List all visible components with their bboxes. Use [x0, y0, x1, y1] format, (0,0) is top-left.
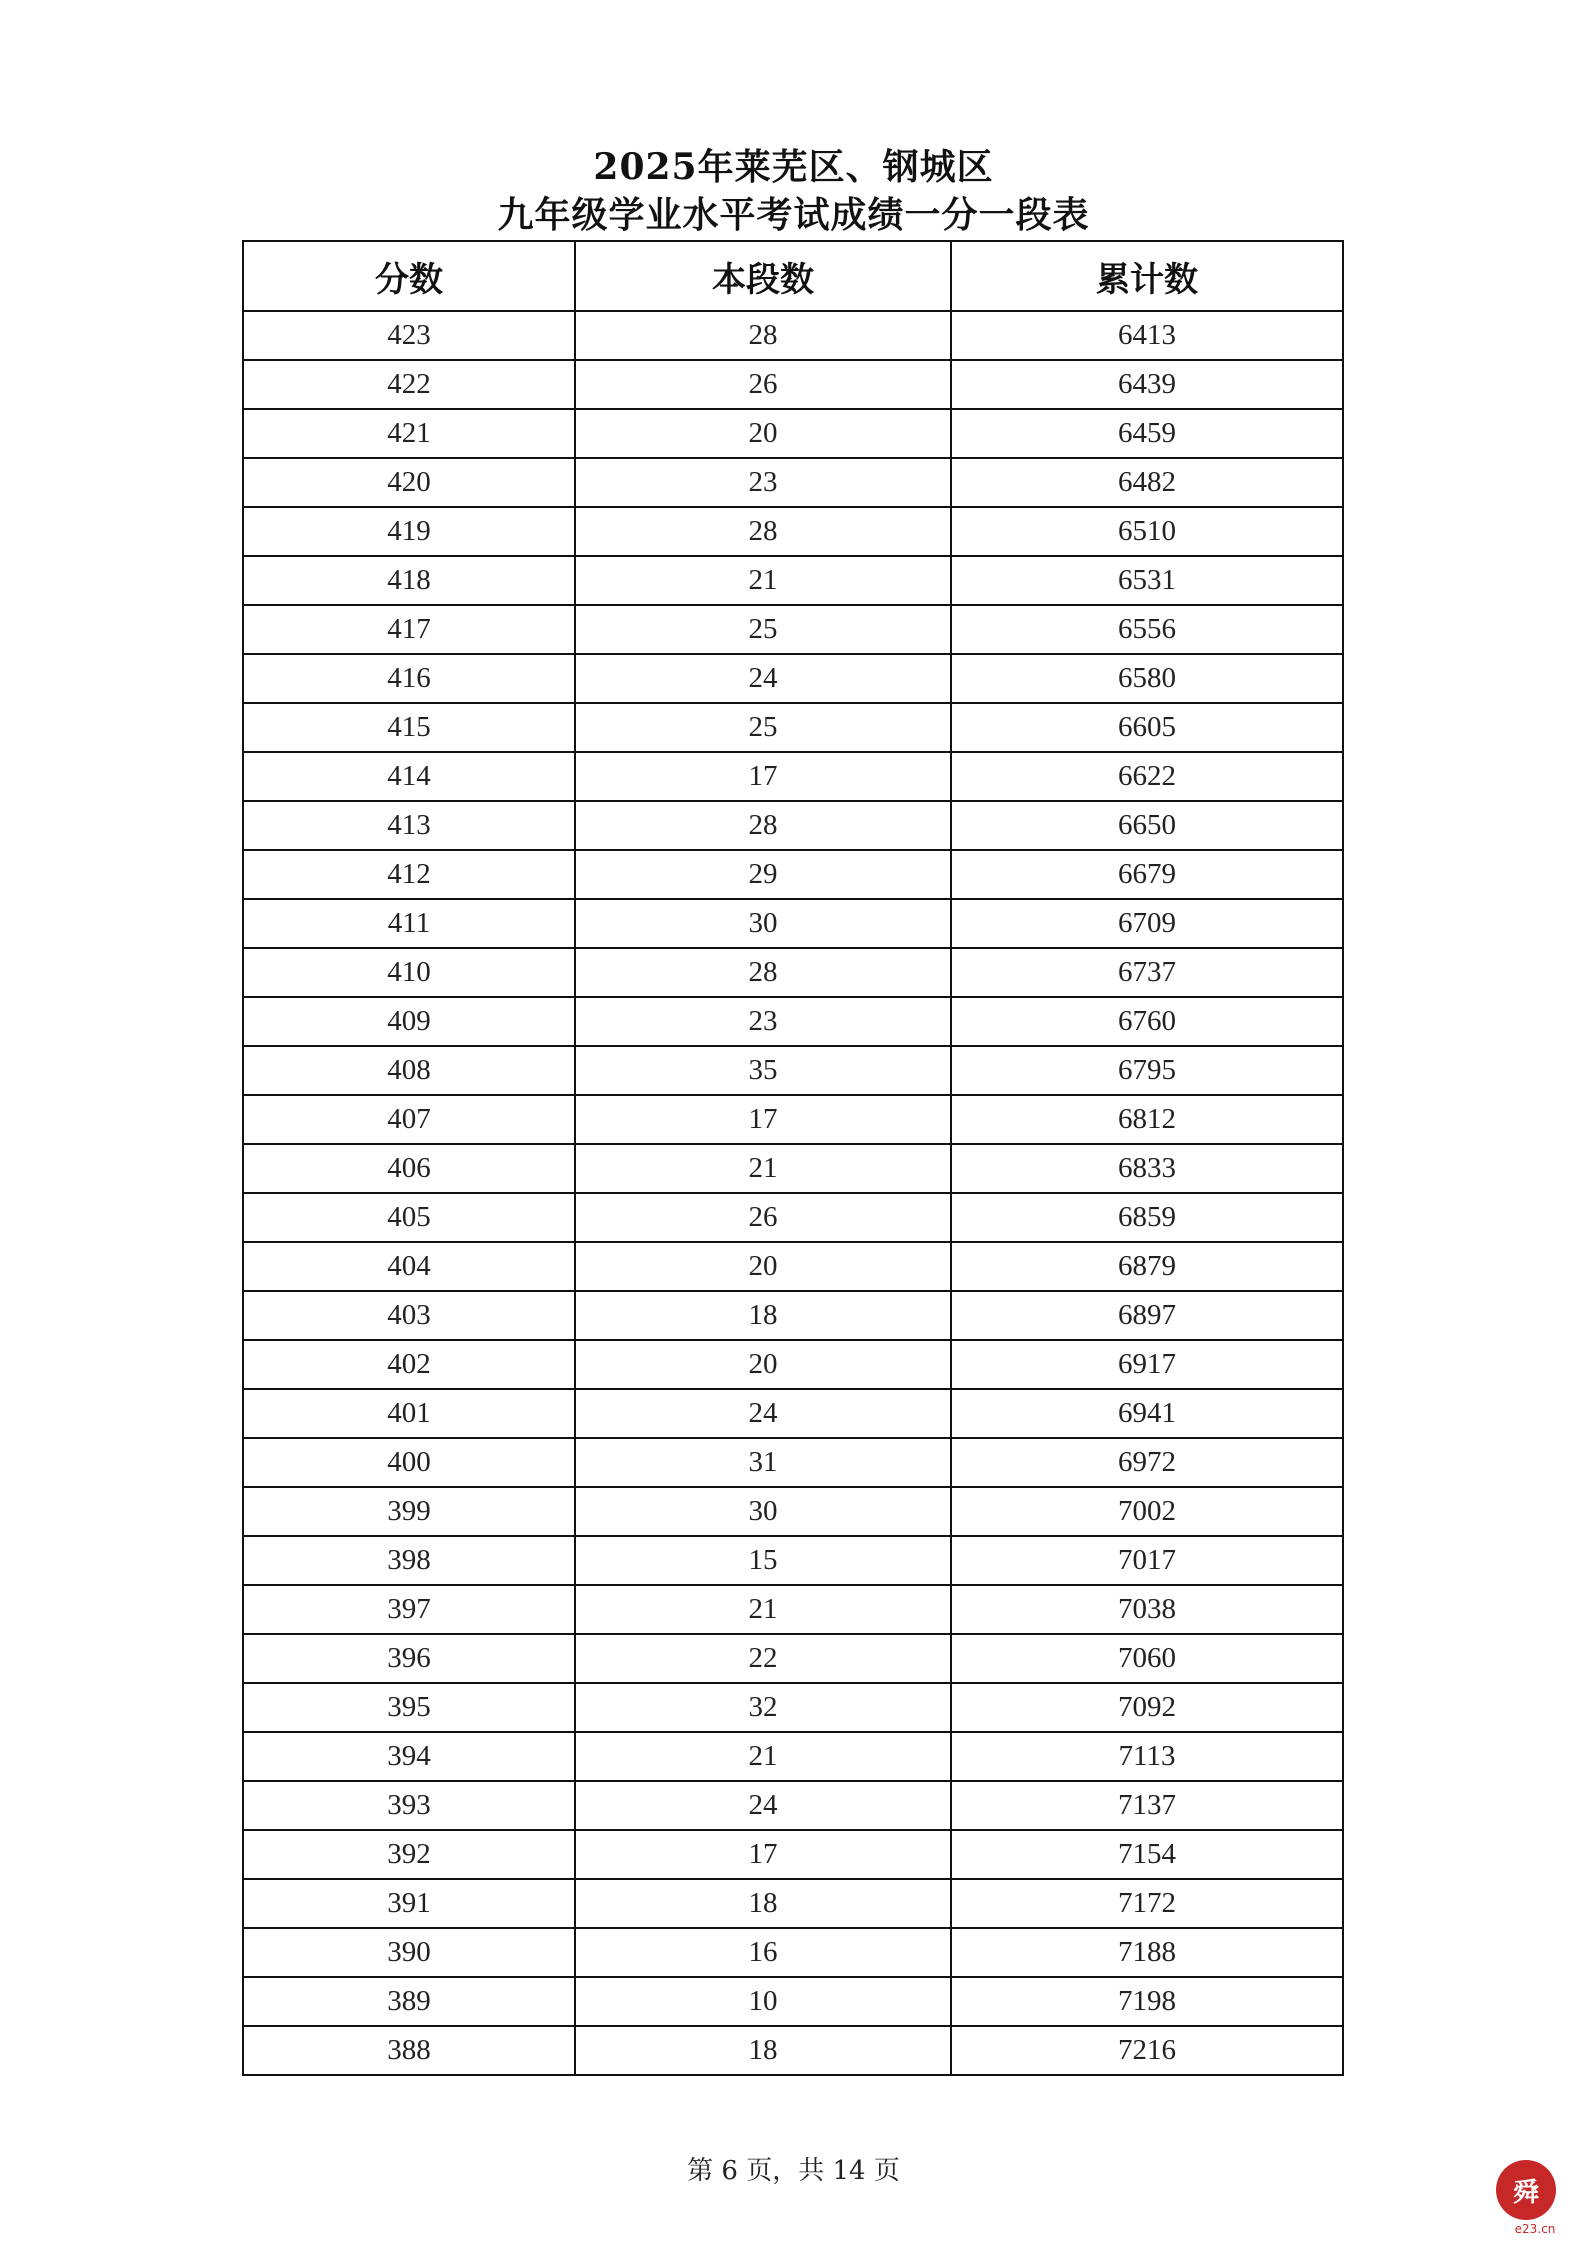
- table-row: [243, 1830, 1343, 1879]
- cell-segment-count: 20: [575, 1340, 951, 1389]
- table-row: [243, 409, 1343, 458]
- cell-cumulative-count: 7060: [951, 1634, 1343, 1683]
- table-row: [243, 1928, 1343, 1977]
- cell-score: 412: [243, 850, 575, 899]
- table-row: [243, 507, 1343, 556]
- table-row: [243, 1193, 1343, 1242]
- cell-score: 407: [243, 1095, 575, 1144]
- cell-score: 406: [243, 1144, 575, 1193]
- cell-score: 391: [243, 1879, 575, 1928]
- table-row: [243, 703, 1343, 752]
- cell-segment-count: 26: [575, 360, 951, 409]
- table-row: [243, 1242, 1343, 1291]
- cell-score: 402: [243, 1340, 575, 1389]
- cell-segment-count: 21: [575, 556, 951, 605]
- table-header-row: [243, 241, 1343, 311]
- cell-cumulative-count: 6917: [951, 1340, 1343, 1389]
- cell-cumulative-count: 7216: [951, 2026, 1343, 2075]
- table-row: [243, 997, 1343, 1046]
- cell-score: 414: [243, 752, 575, 801]
- cell-score: 416: [243, 654, 575, 703]
- cell-score: 420: [243, 458, 575, 507]
- cell-score: 392: [243, 1830, 575, 1879]
- cell-cumulative-count: 6812: [951, 1095, 1343, 1144]
- cell-score: 415: [243, 703, 575, 752]
- cell-score: 423: [243, 311, 575, 360]
- table-row: [243, 1634, 1343, 1683]
- table-row: [243, 360, 1343, 409]
- cell-segment-count: 29: [575, 850, 951, 899]
- cell-score: 410: [243, 948, 575, 997]
- cell-cumulative-count: 6859: [951, 1193, 1343, 1242]
- cell-segment-count: 18: [575, 1879, 951, 1928]
- cell-cumulative-count: 6510: [951, 507, 1343, 556]
- cell-segment-count: 21: [575, 1732, 951, 1781]
- cell-cumulative-count: 7038: [951, 1585, 1343, 1634]
- table-row: [243, 556, 1343, 605]
- cell-segment-count: 25: [575, 703, 951, 752]
- cell-cumulative-count: 7092: [951, 1683, 1343, 1732]
- cell-score: 400: [243, 1438, 575, 1487]
- table-row: [243, 1487, 1343, 1536]
- cell-cumulative-count: 6459: [951, 409, 1343, 458]
- cell-segment-count: 23: [575, 997, 951, 1046]
- table-row: [243, 1389, 1343, 1438]
- cell-score: 399: [243, 1487, 575, 1536]
- cell-cumulative-count: 6413: [951, 311, 1343, 360]
- cell-segment-count: 17: [575, 752, 951, 801]
- cell-score: 390: [243, 1928, 575, 1977]
- table-row: [243, 850, 1343, 899]
- table-body: [243, 311, 1343, 2075]
- cell-score: 405: [243, 1193, 575, 1242]
- cell-score: 401: [243, 1389, 575, 1438]
- cell-score: 388: [243, 2026, 575, 2075]
- cell-cumulative-count: 6972: [951, 1438, 1343, 1487]
- cell-cumulative-count: 7154: [951, 1830, 1343, 1879]
- cell-cumulative-count: 6679: [951, 850, 1343, 899]
- table-row: [243, 1438, 1343, 1487]
- cell-cumulative-count: 7188: [951, 1928, 1343, 1977]
- cell-score: 403: [243, 1291, 575, 1340]
- cell-score: 395: [243, 1683, 575, 1732]
- logo-glyph: 舜: [1512, 2177, 1539, 2208]
- cell-segment-count: 23: [575, 458, 951, 507]
- cell-score: 397: [243, 1585, 575, 1634]
- cell-cumulative-count: 6709: [951, 899, 1343, 948]
- cell-segment-count: 18: [575, 1291, 951, 1340]
- cell-segment-count: 17: [575, 1830, 951, 1879]
- table-row: [243, 1144, 1343, 1193]
- cell-segment-count: 24: [575, 654, 951, 703]
- logo-domain-text: e23.cn: [1514, 2222, 1556, 2236]
- cell-cumulative-count: 6879: [951, 1242, 1343, 1291]
- cell-score: 394: [243, 1732, 575, 1781]
- cell-cumulative-count: 6439: [951, 360, 1343, 409]
- cell-cumulative-count: 6833: [951, 1144, 1343, 1193]
- cell-cumulative-count: 6650: [951, 801, 1343, 850]
- cell-segment-count: 35: [575, 1046, 951, 1095]
- cell-score: 404: [243, 1242, 575, 1291]
- cell-segment-count: 24: [575, 1389, 951, 1438]
- cell-score: 389: [243, 1977, 575, 2026]
- cell-score: 418: [243, 556, 575, 605]
- table-row: [243, 1095, 1343, 1144]
- header-cumulative-count: 累计数: [951, 241, 1343, 311]
- cell-segment-count: 28: [575, 507, 951, 556]
- table-row: [243, 1340, 1343, 1389]
- cell-segment-count: 30: [575, 899, 951, 948]
- cell-cumulative-count: 6941: [951, 1389, 1343, 1438]
- table-row: [243, 1879, 1343, 1928]
- cell-cumulative-count: 7113: [951, 1732, 1343, 1781]
- cell-segment-count: 28: [575, 311, 951, 360]
- table-row: [243, 801, 1343, 850]
- cell-segment-count: 16: [575, 1928, 951, 1977]
- table-row: [243, 1046, 1343, 1095]
- cell-cumulative-count: 6580: [951, 654, 1343, 703]
- cell-cumulative-count: 6531: [951, 556, 1343, 605]
- cell-score: 417: [243, 605, 575, 654]
- cell-segment-count: 28: [575, 948, 951, 997]
- cell-score: 422: [243, 360, 575, 409]
- table-row: [243, 1291, 1343, 1340]
- cell-cumulative-count: 6897: [951, 1291, 1343, 1340]
- cell-score: 396: [243, 1634, 575, 1683]
- table-row: [243, 1585, 1343, 1634]
- table-row: [243, 311, 1343, 360]
- cell-segment-count: 31: [575, 1438, 951, 1487]
- cell-segment-count: 21: [575, 1144, 951, 1193]
- cell-segment-count: 21: [575, 1585, 951, 1634]
- cell-segment-count: 32: [575, 1683, 951, 1732]
- cell-segment-count: 17: [575, 1095, 951, 1144]
- document-title-line2: 九年级学业水平考试成绩一分一段表: [497, 194, 1090, 236]
- cell-cumulative-count: 7172: [951, 1879, 1343, 1928]
- cell-cumulative-count: 7137: [951, 1781, 1343, 1830]
- table-row: [243, 1977, 1343, 2026]
- table-row: [243, 1732, 1343, 1781]
- cell-segment-count: 10: [575, 1977, 951, 2026]
- table-row: [243, 1536, 1343, 1585]
- cell-cumulative-count: 7017: [951, 1536, 1343, 1585]
- header-segment-count: 本段数: [575, 241, 951, 311]
- cell-score: 393: [243, 1781, 575, 1830]
- cell-score: 421: [243, 409, 575, 458]
- table-row: [243, 605, 1343, 654]
- cell-cumulative-count: 7198: [951, 1977, 1343, 2026]
- cell-score: 419: [243, 507, 575, 556]
- cell-score: 398: [243, 1536, 575, 1585]
- cell-cumulative-count: 6622: [951, 752, 1343, 801]
- table-row: [243, 948, 1343, 997]
- table-row: [243, 899, 1343, 948]
- header-score: 分数: [243, 241, 575, 311]
- cell-cumulative-count: 6737: [951, 948, 1343, 997]
- site-logo-icon: [1496, 2160, 1556, 2220]
- cell-cumulative-count: 6482: [951, 458, 1343, 507]
- score-distribution-table: [242, 240, 1344, 2076]
- page-footer: 第 6 页，共 14 页: [687, 2156, 900, 2186]
- table-row: [243, 654, 1343, 703]
- cell-segment-count: 28: [575, 801, 951, 850]
- cell-cumulative-count: 6760: [951, 997, 1343, 1046]
- document-title-line1: 2025年莱芜区、钢城区: [593, 146, 994, 188]
- table-row: [243, 2026, 1343, 2075]
- cell-segment-count: 15: [575, 1536, 951, 1585]
- cell-segment-count: 26: [575, 1193, 951, 1242]
- cell-segment-count: 20: [575, 409, 951, 458]
- cell-segment-count: 18: [575, 2026, 951, 2075]
- table-row: [243, 458, 1343, 507]
- cell-score: 413: [243, 801, 575, 850]
- cell-score: 409: [243, 997, 575, 1046]
- cell-segment-count: 30: [575, 1487, 951, 1536]
- table-row: [243, 1683, 1343, 1732]
- table-row: [243, 1781, 1343, 1830]
- cell-cumulative-count: 6556: [951, 605, 1343, 654]
- cell-cumulative-count: 6605: [951, 703, 1343, 752]
- cell-score: 408: [243, 1046, 575, 1095]
- cell-cumulative-count: 6795: [951, 1046, 1343, 1095]
- cell-segment-count: 22: [575, 1634, 951, 1683]
- cell-segment-count: 25: [575, 605, 951, 654]
- cell-segment-count: 20: [575, 1242, 951, 1291]
- cell-segment-count: 24: [575, 1781, 951, 1830]
- cell-score: 411: [243, 899, 575, 948]
- table-row: [243, 752, 1343, 801]
- cell-cumulative-count: 7002: [951, 1487, 1343, 1536]
